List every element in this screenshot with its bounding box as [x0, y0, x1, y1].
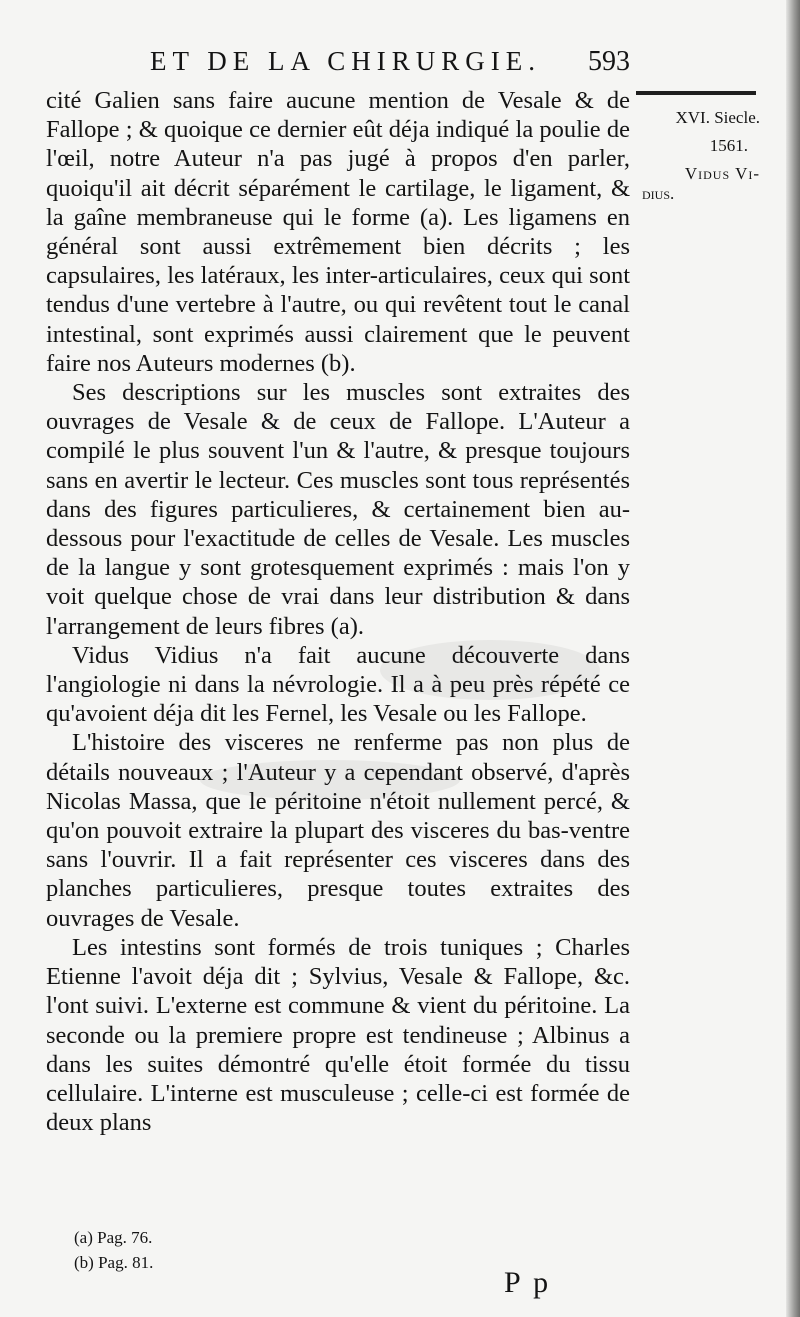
main-text — [46, 86, 630, 1137]
margin-note — [642, 104, 760, 208]
page-number: 593 — [588, 46, 630, 77]
margin-author-line1: Vidus Vi- — [684, 164, 760, 183]
margin-year: 1561. — [709, 136, 748, 155]
running-title: ET DE LA CHIRURGIE. — [150, 46, 541, 76]
margin-rule — [636, 91, 756, 95]
signature-mark: P p — [504, 1266, 552, 1299]
footnotes — [74, 1225, 374, 1275]
margin-century: XVI. Siecle. — [675, 108, 760, 127]
margin-author-line2: dius. — [642, 184, 675, 203]
footnote: (b) Pag. 81. — [74, 1253, 154, 1272]
footnote: (a) Pag. 76. — [74, 1228, 153, 1247]
paragraph: L'histoire des visceres ne renferme pas non plus de détails nouveaux ; l'Auteur y a cependant observé, d'après Nicolas Massa, que le péritoine n'étoit nullement percé, & qu'on pouvoit extraire la plupart des visceres du bas-ventre sans l'ouvrir. Il a fait représenter ces visceres dans des planches particulieres, presque toutes extraites des ouvrages de Vesale. — [46, 729, 630, 932]
paragraph: Ses descriptions sur les muscles sont extraites des ouvrages de Vesale & de ceux de Fallope. L'Auteur a compilé le plus souvent l'un & l'autre, & presque toujours sans en avertir le lecteur. Ces muscles sont tous représentés dans des figures particulieres, & certainement bien au-dessous pour l'exactitude de celles de Vesale. Les muscles de la langue y sont grotesquement exprimés : mais l'on y voit quelque chose de vrai dans leur distribution & dans l'arrangement de leurs fibres (a). — [46, 379, 630, 640]
page-edge-shadow — [786, 0, 800, 1317]
paragraph: cité Galien sans faire aucune mention de Vesale & de Fallope ; & quoique ce dernier eût déja indiqué la poulie de l'œil, notre Auteur n'a pas jugé à propos d'en parler, quoiqu'il ait décrit séparément le cartilage, le ligament, & la gaîne membraneuse qui le forme (a). Les ligamens en général sont aussi extrêmement bien décrits ; les capsulaires, les latéraux, les inter-articulaires, ceux qui sont tendus d'une vertebre à l'autre, ou qui revêtent tout le canal intestinal, sont exprimés aussi clairement que le peuvent faire nos Auteurs modernes (b). — [46, 87, 630, 377]
running-header — [150, 46, 630, 82]
paragraph: Vidus Vidius n'a fait aucune découverte dans l'angiologie ni dans la névrologie. Il a à peu près répété ce qu'avoient déja dit les Fernel, les Vesale ou les Fallope. — [46, 641, 630, 728]
paragraph: Les intestins sont formés de trois tuniques ; Charles Etienne l'avoit déja dit ; Sylvius, Vesale & Fallope, &c. l'ont suivi. L'externe est commune & vient du péritoine. La seconde ou la premiere propre est tendineuse ; Albinus a dans les suites démontré qu'elle étoit formée du tissu cellulaire. L'interne est musculeuse ; celle-ci est formée de deux plans — [46, 933, 630, 1137]
